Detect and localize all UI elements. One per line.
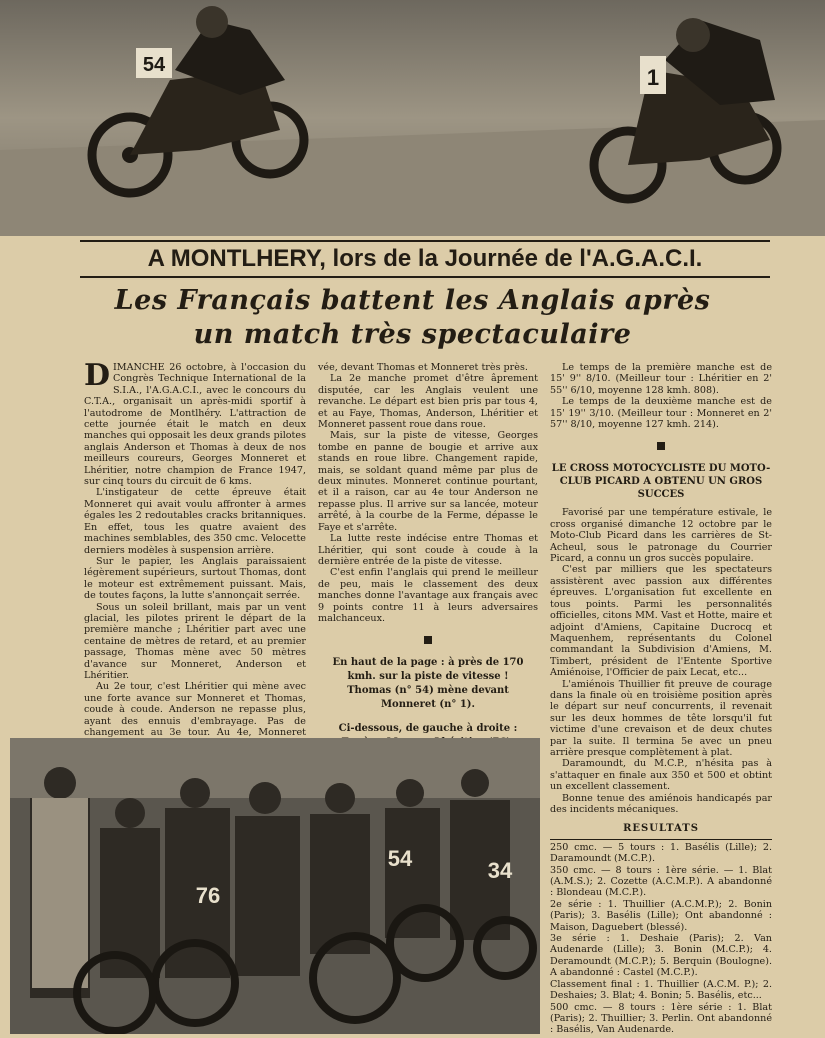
drop-cap: D [84,358,111,393]
article-column-2 [318,362,538,788]
racer-number-34: 34 [487,858,513,883]
article-column-3 [550,362,772,1036]
paragraph: vée, devant Thomas et Monneret très près. [318,362,528,373]
racer-number-left: 54 [142,54,166,76]
paragraph: Au 2e tour, c'est Lhéritier qui mène avec une forte avance sur Monneret et Thomas, coude à coude. Anderson ne repasse plus, ayant des ennuis d'embrayage. Pas de changement au 3e tour. Au 4e, Monneret [84,681,306,738]
headline-kicker: A MONTLHERY, lors de la Journée de l'A.G.A.C.I. [80,240,770,278]
photo-caption-top: En haut de la page : à près de 170 kmh. sur la piste de vitesse ! Thomas (n° 54) mène devant Monneret (n° 1). [332,657,524,711]
paragraph: Favorisé par une température estivale, le cross organisé dimanche 12 octobre par le Moto-Club Picard dans les carrières de St-Acheul, sous le patronage du Courrier Picard, a connu un gros succès populaire. [550,507,772,565]
paragraph: Mais, sur la piste de vitesse, Georges tombe en panne de bougie et arrive aux stands en roue libre. Changement rapide, mais, se soldant quand même par plus de deux minutes. Monneret continue pourtant, et il a raison, car au 4e tour Anderson ne repasse plus. Il arrive sur sa lancée, moteur arrêté, à la courbe de la Ferme, dépasse le Faye et s'arrête. [318,430,538,533]
result-line: 2e série : 1. Thuillier (A.C.M.P.); 2. Bonin (Paris); 3. Basélis (Lille); Ont abandonné : Maison, Daguebert (blessé). [550,898,772,933]
headline-main [20,284,805,352]
result-line: 500 cmc. — 8 tours : 1ère série : 1. Blat (Paris); 2. Thuillier; 3. Perlin. Ont abandonné : Basélis, Van Audenarde. [550,1001,772,1036]
photo-riders-group [10,738,540,1034]
paragraph: C'est par milliers que les spectateurs assistèrent avec passion aux différentes épreuves. L'organisation fut excellente en tous points. Parmi les personnalités officielles, citons MM. Vast et Hotte, maire et adjoint d'Amiens, Capitaine Ducrocq et Maquenhem, représentants du Colonel commandant la Subdivision d'Amiens, M. Timbert, président de l'Entente Sportive Amiénoise, l'Officier de paix Lecat, etc... [550,564,772,679]
result-line: Classement final : 1. Thuillier (A.C.M. P.); 2. Deshaies; 3. Blat; 4. Bonin; 5. Basélis, etc... [550,978,772,1002]
racer-number-54: 54 [387,846,413,871]
results-list [550,839,772,1036]
section-separator-square [657,442,665,450]
result-line: 250 cmc. — 5 tours : 1. Basélis (Lille); 2. Daramoundt (M.C.P.). [550,841,772,865]
racer-number-76: 76 [195,883,221,908]
paragraph: Daramoundt, du M.C.P., n'hésita pas à s'attaquer en finale aux 350 et 500 et obtint un excellent classement. [550,758,772,793]
results-heading: RESULTATS [623,823,699,835]
racer-number-right: 1 [646,65,660,90]
paragraph: L'amiénois Thuillier fit preuve de courage dans la finale où en troisième position après le départ sur neuf concurrents, il revenait sur les deux hommes de tête lorsqu'il fut victime d'une crevaison et de deux chutes par la suite. Il termina 5e avec un pneu arrière presque complètement à plat. [550,678,772,758]
paragraph: C'est enfin l'anglais qui prend le meilleur de peu, mais le classement des deux manches donne l'avantage aux français avec 9 points contre 11 à leurs adversaires malchanceux. [318,567,538,624]
cross-subheading: LE CROSS MOTOCYCLISTE DU MOTO-CLUB PICARD A OBTENU UN GROS SUCCES [551,463,771,501]
article-column-1 [84,358,306,784]
result-line: 350 cmc. — 8 tours : 1ère série. — 1. Blat (A.M.S.); 2. Cozette (A.C.M.P.). A abandonné : Blondeau (M.C.P.). [550,864,772,899]
paragraph: Le temps de la première manche est de 15' 9'' 8/10. (Meilleur tour : Lhéritier en 2' 55'' 6/10, moyenne 128 kmh. 808). [550,362,772,396]
section-separator-square [424,636,432,644]
paragraph: Le temps de la deuxième manche est de 15' 19'' 3/10. (Meilleur tour : Monneret en 2' 57'' 8/10, moyenne 127 kmh. 214). [550,396,772,431]
photo-racers-on-track [0,0,825,236]
headline-line-2: un match très spectaculaire [193,319,632,350]
result-line: 3e série : 1. Deshaie (Paris); 2. Van Audenarde (Lille); 3. Bonin (M.C.P.); 4. Deramoundt (M.C.P.); 5. Berquin (Boulogne). A abandonné : Castel (M.C.P.). [550,933,772,979]
paragraph: Sous un soleil brillant, mais par un vent glacial, les pilotes prirent le départ de la première manche ; Lhéritier part avec une centaine de mètres de retard, et au premier passage, Thomas mène avec 50 mètres d'avance sur Monneret, Anderson et Lhéritier. [84,601,306,681]
paragraph: IMANCHE 26 octobre, à l'occasion du Congrès Technique International de la S.I.A., l'A.G.A.C.I., avec le concours du C.T.A., organisait un après-midi sportif à l'autodrome de Montlhéry. L'attraction de cette journée était le match en deux manches qui opposait les deux grands pilotes anglais Anderson et Thomas à deux de nos meilleurs coureurs, Georges Monneret et Lhéritier, notre champion de France 1947, sur cinq tours du circuit de 6 kms. [84,362,306,488]
paragraph: L'instigateur de cette épreuve était Monneret qui avait voulu affronter à armes égales les 2 redoutables cracks britanniques. En effet, tous les quatre avaient des machines semblables, des 350 cmc. Velocette derniers modèles à suspension arrière. [84,487,306,556]
paragraph: La 2e manche promet d'être âprement disputée, car les Anglais veulent une revanche. Le départ est bien pris par tous 4, et au Faye, Thomas, Anderson, Lhéritier et Monneret passent roue dans roue. [318,373,538,431]
photo-caption-bottom: Ci-dessous, de gauche à droite : [338,723,518,735]
headline-line-1: Les Français battent les Anglais après [114,285,711,316]
paragraph: La lutte reste indécise entre Thomas et Lhéritier, qui sont coude à coude à la dernière entrée de la piste de vitesse. [318,533,538,567]
paragraph: Bonne tenue des amiénois handicapés par des incidents mécaniques. [550,792,772,815]
paragraph: Sur le papier, les Anglais paraissaient légèrement supérieurs, surtout Thomas, dont le moteur est extrêmement puissant. Mais, de toutes façons, la lutte s'annonçait serrée. [84,555,306,602]
